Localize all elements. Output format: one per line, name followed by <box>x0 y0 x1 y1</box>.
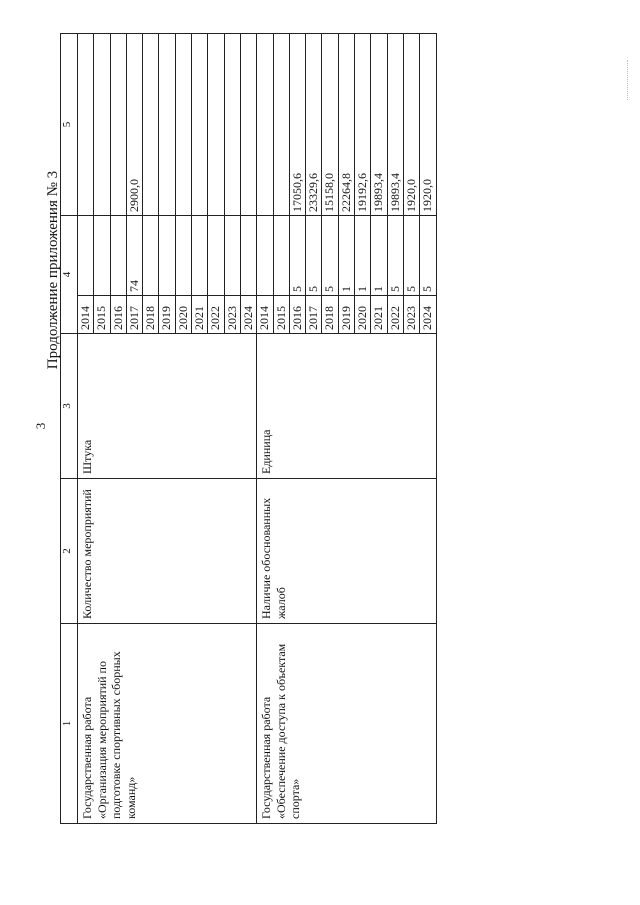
year-cell: 2015 <box>94 296 110 334</box>
year-cell: 2015 <box>273 296 289 334</box>
scan-edge-mark <box>627 60 634 100</box>
value-col5-cell <box>143 34 159 216</box>
value-col4-cell <box>257 216 273 296</box>
value-col4-cell: 5 <box>322 216 338 296</box>
value-col4-cell <box>143 216 159 296</box>
column-number-row <box>61 34 78 824</box>
column-number: 3 <box>61 334 78 479</box>
value-col4-cell <box>192 216 208 296</box>
value-col5-cell <box>175 34 191 216</box>
work-name-cell: Государственная работа «Организация мероприятий по подготовке спортивных сборных команд» <box>78 624 257 824</box>
table-row <box>78 34 94 824</box>
indicator-cell: Количество мероприятий <box>78 479 257 624</box>
year-cell: 2016 <box>110 296 126 334</box>
year-cell: 2017 <box>306 296 322 334</box>
value-col5-cell <box>208 34 224 216</box>
value-col4-cell: 5 <box>420 216 436 296</box>
value-col4-cell <box>240 216 256 296</box>
year-cell: 2024 <box>240 296 256 334</box>
page-number: 3 <box>33 422 48 430</box>
rotated-table-container <box>60 34 435 824</box>
column-number: 4 <box>61 216 78 334</box>
year-cell: 2019 <box>159 296 175 334</box>
year-cell: 2024 <box>420 296 436 334</box>
data-table <box>60 33 437 824</box>
value-col4-cell: 1 <box>338 216 354 296</box>
unit-cell: Штука <box>78 334 257 479</box>
value-col4-cell: 5 <box>387 216 403 296</box>
column-number: 2 <box>61 479 78 624</box>
value-col4-cell <box>94 216 110 296</box>
column-number: 1 <box>61 624 78 824</box>
year-cell: 2014 <box>78 296 94 334</box>
value-col5-cell <box>240 34 256 216</box>
value-col5-cell <box>110 34 126 216</box>
year-cell: 2020 <box>355 296 371 334</box>
value-col4-cell <box>175 216 191 296</box>
year-cell: 2020 <box>175 296 191 334</box>
value-col4-cell <box>224 216 240 296</box>
value-col4-cell: 5 <box>403 216 419 296</box>
table-body <box>78 34 437 824</box>
value-col4-cell: 74 <box>126 216 142 296</box>
value-col5-cell: 19893,4 <box>387 34 403 216</box>
value-col5-cell <box>224 34 240 216</box>
year-cell: 2021 <box>371 296 387 334</box>
value-col4-cell <box>110 216 126 296</box>
year-cell: 2023 <box>403 296 419 334</box>
work-name-cell: Государственная работа «Обеспечение доступа к объектам спорта» <box>257 624 436 824</box>
year-cell: 2017 <box>126 296 142 334</box>
year-cell: 2021 <box>192 296 208 334</box>
year-cell: 2022 <box>387 296 403 334</box>
year-cell: 2014 <box>257 296 273 334</box>
year-cell: 2018 <box>143 296 159 334</box>
unit-cell: Единица <box>257 334 436 479</box>
value-col5-cell: 15158,0 <box>322 34 338 216</box>
table-row <box>257 34 273 824</box>
year-cell: 2023 <box>224 296 240 334</box>
value-col5-cell: 19893,4 <box>371 34 387 216</box>
value-col5-cell <box>159 34 175 216</box>
year-cell: 2022 <box>208 296 224 334</box>
value-col5-cell <box>78 34 94 216</box>
value-col5-cell: 1920,0 <box>420 34 436 216</box>
value-col4-cell: 1 <box>371 216 387 296</box>
value-col5-cell <box>273 34 289 216</box>
value-col5-cell: 2900,0 <box>126 34 142 216</box>
year-cell: 2016 <box>289 296 305 334</box>
year-cell: 2018 <box>322 296 338 334</box>
document-heading: Продолжение приложения № 3 <box>45 170 61 370</box>
value-col4-cell <box>273 216 289 296</box>
value-col5-cell: 23329,6 <box>306 34 322 216</box>
value-col4-cell: 1 <box>355 216 371 296</box>
value-col4-cell <box>208 216 224 296</box>
year-cell: 2019 <box>338 296 354 334</box>
value-col4-cell <box>159 216 175 296</box>
value-col5-cell: 17050,6 <box>289 34 305 216</box>
value-col5-cell <box>257 34 273 216</box>
value-col4-cell: 5 <box>306 216 322 296</box>
value-col4-cell: 5 <box>289 216 305 296</box>
indicator-cell: Наличие обоснованных жалоб <box>257 479 436 624</box>
value-col5-cell: 19192,6 <box>355 34 371 216</box>
value-col5-cell <box>94 34 110 216</box>
column-number: 5 <box>61 34 78 216</box>
value-col5-cell: 1920,0 <box>403 34 419 216</box>
value-col5-cell <box>192 34 208 216</box>
value-col4-cell <box>78 216 94 296</box>
value-col5-cell: 22264,8 <box>338 34 354 216</box>
